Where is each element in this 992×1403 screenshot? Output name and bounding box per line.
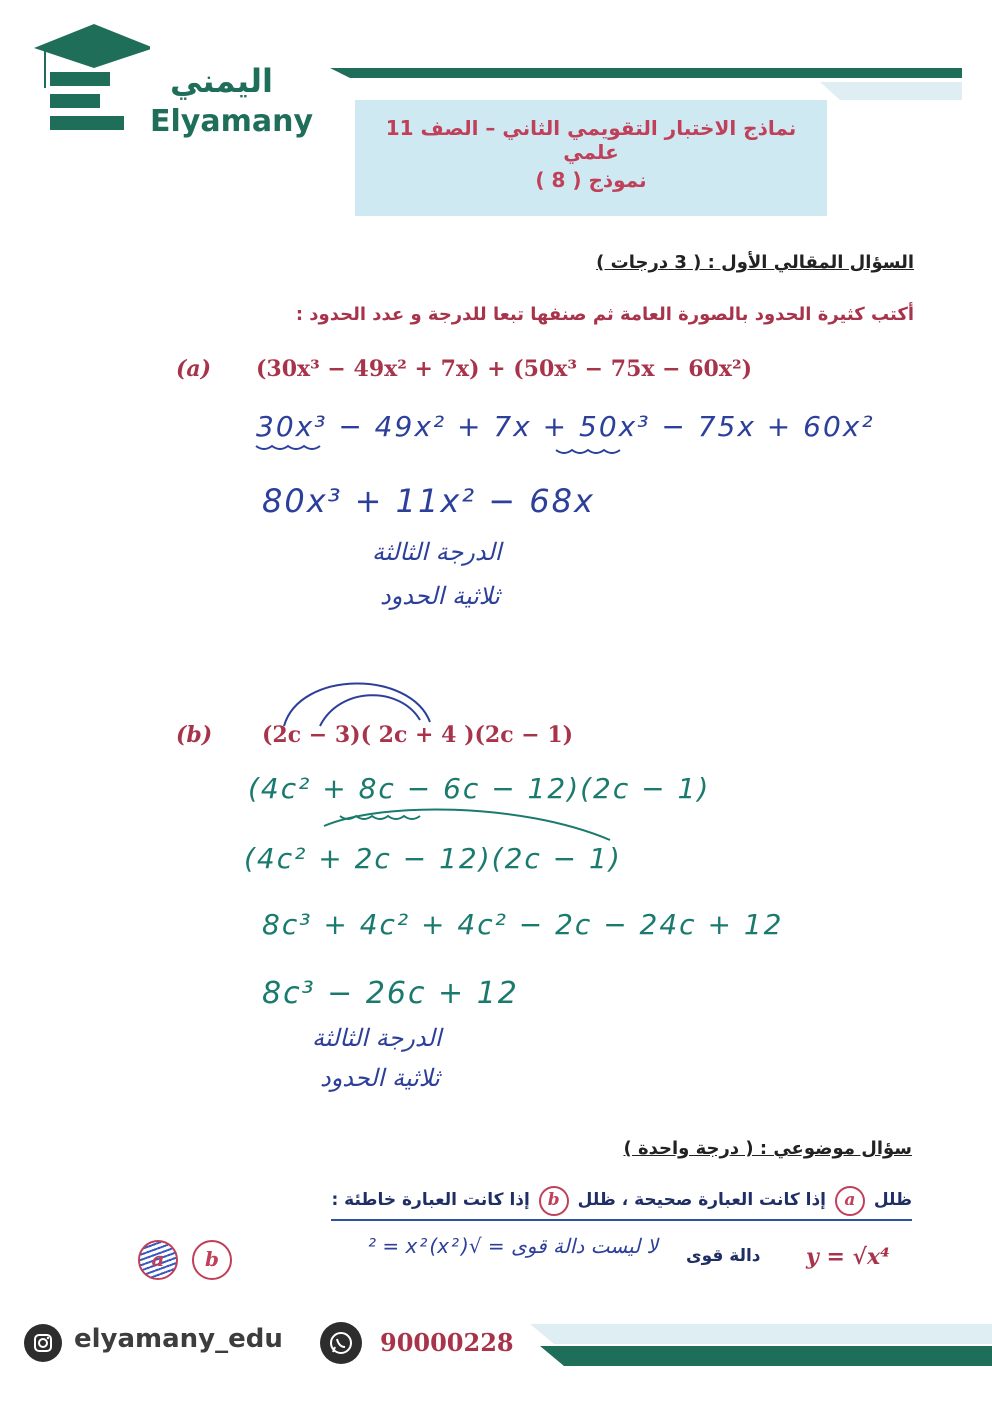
instagram-handle[interactable]: elyamany_edu <box>74 1324 283 1354</box>
whatsapp-icon <box>320 1322 362 1364</box>
title-box <box>355 100 827 216</box>
q2-instr-a: a <box>835 1186 865 1216</box>
part-a-work-3: الدرجة الثالثة <box>372 538 502 566</box>
option-a[interactable]: a <box>138 1240 178 1280</box>
part-b-work-6: ثلاثية الحدود <box>320 1064 440 1092</box>
instagram-icon <box>24 1324 62 1362</box>
part-a-work-4: ثلاثية الحدود <box>380 582 500 610</box>
logo <box>30 12 313 142</box>
part-a-expression: (30x³ − 49x² + 7x) + (50x³ − 75x − 60x²) <box>256 356 753 382</box>
q2-work: لا ليست دالة قوى = √(x²)² = x² <box>368 1234 658 1258</box>
part-b-work-5: الدرجة الثالثة <box>312 1024 442 1052</box>
q2-instr-part2: إذا كانت العبارة صحيحة ، ظلل <box>577 1190 827 1210</box>
footer-bars <box>530 1324 992 1366</box>
part-a-work-1: 30x³ − 49x² + 7x + 50x³ − 75x + 60x² <box>256 410 875 443</box>
part-b-arcs <box>270 670 470 730</box>
q2-instr-part3: إذا كانت العبارة خاطئة : <box>331 1190 530 1210</box>
q2-statement-math: y = √x⁴ <box>806 1244 890 1270</box>
part-b-work-2: (4c² + 2c − 12)(2c − 1) <box>244 842 622 875</box>
logo-latin: Elyamany <box>150 104 313 139</box>
q2-statement-label: دالة قوى <box>686 1246 761 1266</box>
part-b-bracket <box>320 806 620 846</box>
logo-arabic: اليمني <box>170 62 273 100</box>
part-b-work-3: 8c³ + 4c² + 4c² − 2c − 24c + 12 <box>262 908 784 941</box>
q2-instruction <box>331 1186 912 1221</box>
q2-heading: سؤال موضوعي : ( درجة واحدة ) <box>623 1138 912 1159</box>
header-bars <box>330 68 962 100</box>
part-b-work-1: (4c² + 8c − 6c − 12)(2c − 1) <box>248 772 711 805</box>
q1-heading: السؤال المقالي الأول : ( 3 درجات ) <box>596 252 914 273</box>
q2-instr-part1: ظلل <box>873 1190 912 1210</box>
logo-mark <box>30 12 150 132</box>
page-title: نماذج الاختبار التقويمي الثاني – الصف 11 علمي <box>385 116 797 164</box>
q2-instr-b: b <box>539 1186 569 1216</box>
part-a-work-2: 80x³ + 11x² − 68x <box>262 482 595 520</box>
q1-instruction: أكتب كثيرة الحدود بالصورة العامة ثم صنفها تبعا للدرجة و عدد الحدود : <box>295 304 914 325</box>
option-b[interactable]: b <box>192 1240 232 1280</box>
model-number: نموذج ( 8 ) <box>535 168 647 192</box>
part-b-work-4: 8c³ − 26c + 12 <box>262 976 519 1011</box>
part-a-marks <box>250 440 650 470</box>
phone-number[interactable]: 90000228 <box>380 1328 514 1357</box>
part-b-label: (b) <box>176 722 213 748</box>
part-b-expression: (2c − 3)( 2c + 4 )(2c − 1) <box>262 722 574 748</box>
part-a-label: (a) <box>176 356 212 382</box>
